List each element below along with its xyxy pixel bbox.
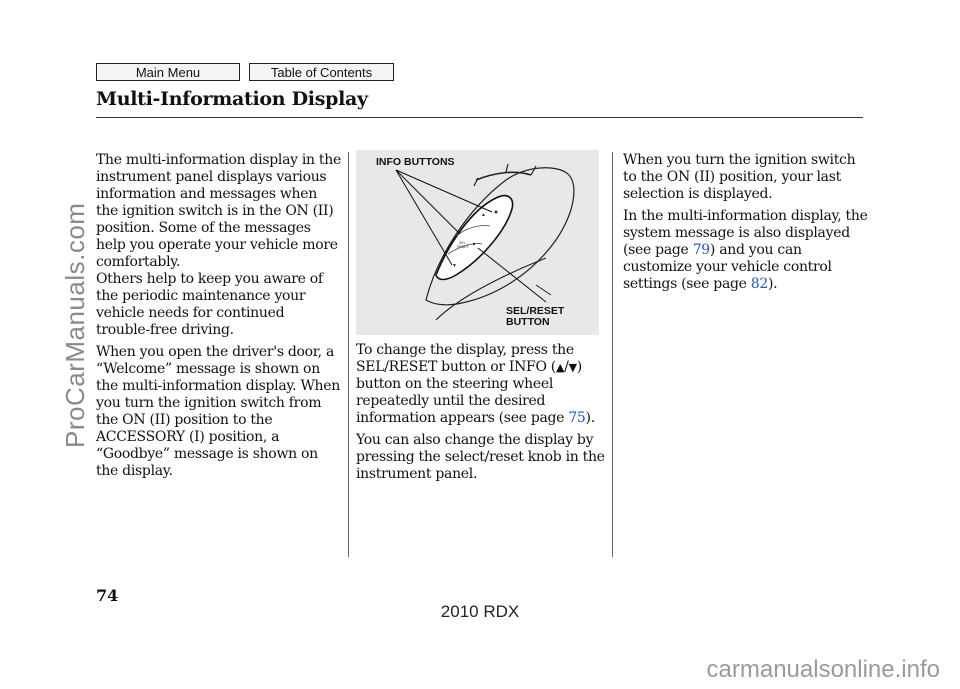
last-selection-paragraph: When you turn the ignition switch to the ON (II) position, your last selection is displayed. (623, 152, 856, 202)
system-message-paragraph (623, 208, 868, 293)
bottom-watermark: carmanualsonline.info (706, 656, 940, 683)
column-divider-right (612, 152, 613, 557)
svg-text:▼: ▼ (452, 263, 457, 269)
page-number: 74 (96, 586, 119, 605)
info-buttons-label: INFO BUTTONS (376, 156, 455, 168)
page-link-79[interactable]: 79 (692, 242, 710, 258)
sel-reset-button-label: SEL/RESET BUTTON (506, 305, 565, 328)
change-display-text-cont: ) button on the steering wheel repeatedly until the desired information appears (see page (356, 359, 582, 426)
side-watermark: ProCarManuals.com (60, 202, 90, 448)
column-left (96, 152, 341, 485)
svg-text:▲: ▲ (481, 212, 486, 218)
svg-text:SEL: SEL (459, 241, 466, 245)
title-rule (96, 117, 863, 118)
steering-wheel-figure (356, 150, 599, 335)
column-divider-left (348, 152, 349, 557)
page-link-82[interactable]: 82 (750, 276, 769, 292)
column-middle (356, 342, 608, 488)
column-right (623, 152, 868, 298)
intro-paragraph: The multi-information display in the instrument panel displays various information and messages when the ignition switch is in the ON (II) position. Some of the messages help you operate your vehicle more comfortably. (96, 152, 341, 270)
model-footer: 2010 RDX (440, 602, 520, 621)
system-message-text-end: ). (768, 276, 778, 292)
arrow-separator: / (564, 359, 569, 375)
select-knob-paragraph: You can also change the display by pressing the select/reset knob in the instrument panel. (356, 432, 605, 482)
table-of-contents-button[interactable]: Table of Contents (249, 63, 394, 81)
change-display-text: To change the display, press the SEL/RESET button or INFO ( (356, 342, 574, 375)
maintenance-paragraph: Others help to keep you aware of the periodic maintenance your vehicle needs for continued trouble-free driving. (96, 271, 323, 338)
change-display-text-end: ). (585, 410, 595, 426)
change-display-paragraph (356, 342, 608, 427)
main-menu-button[interactable]: Main Menu (96, 63, 240, 81)
system-message-text: In the multi-information display, the system message is also displayed (see page (623, 208, 868, 258)
section-title: Multi-Information Display (96, 88, 368, 110)
page-link-75[interactable]: 75 (568, 410, 586, 426)
system-message-text-cont: ) and you can customize your vehicle control settings (see page (623, 242, 832, 292)
welcome-paragraph: When you open the driver's door, a “Welcome” message is shown on the multi-information display. When you turn the ignition switch from the ON (II) position to the ACCESSORY (I) position, a “Goodbye” message is shown on the display. (96, 344, 340, 479)
svg-text:RESET: RESET (457, 245, 469, 249)
down-arrow-icon: ▼ (568, 361, 577, 374)
up-arrow-icon: ▲ (555, 361, 565, 374)
